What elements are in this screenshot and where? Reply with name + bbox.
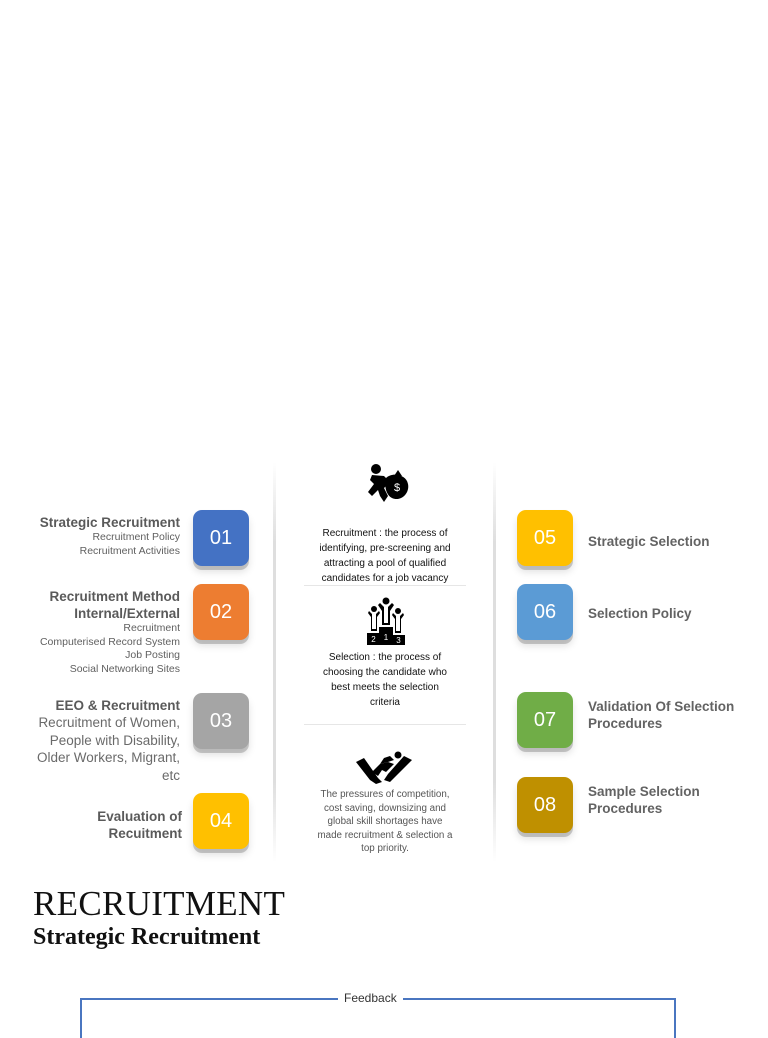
label-04 bbox=[97, 808, 182, 842]
label-02-heading: Recruitment Method bbox=[49, 589, 180, 604]
handshake-icon bbox=[354, 750, 414, 786]
tile-number: 02 bbox=[209, 600, 233, 623]
recruitment-definition bbox=[300, 526, 470, 586]
label-02-line: Recruitment bbox=[123, 622, 180, 634]
tile-number: 04 bbox=[209, 809, 233, 832]
label-03 bbox=[37, 697, 180, 784]
tile-number: 01 bbox=[209, 526, 233, 549]
label-04-heading: Evaluation of bbox=[97, 809, 182, 824]
label-06-text: Selection Policy bbox=[588, 606, 692, 621]
label-04-heading: Recuitment bbox=[108, 826, 182, 841]
tile-number: 03 bbox=[209, 709, 233, 732]
tile-number: 05 bbox=[533, 526, 557, 549]
selection-definition bbox=[300, 650, 470, 710]
label-07-text: Validation Of Selection bbox=[588, 699, 735, 714]
label-05 bbox=[588, 533, 758, 550]
label-03-line: Older Workers, Migrant, bbox=[36, 750, 180, 765]
label-03-line: People with Disability, bbox=[49, 732, 180, 748]
definition-line: choosing the candidate who bbox=[323, 667, 447, 678]
label-03-line: Recruitment of Women, bbox=[38, 715, 180, 730]
note-line: top priority. bbox=[361, 843, 409, 854]
tile-01 bbox=[193, 510, 249, 566]
tile-number: 06 bbox=[533, 600, 557, 623]
label-02-line: Computerised Record System bbox=[39, 635, 180, 648]
definition-line: Selection : the process of bbox=[328, 652, 442, 663]
note-line: global skill shortages have bbox=[327, 816, 443, 827]
label-02-heading: Internal/External bbox=[74, 606, 180, 621]
center-divider-left bbox=[273, 462, 276, 862]
note-line: cost saving, downsizing and bbox=[324, 802, 446, 814]
note-line: made recruitment & selection a bbox=[317, 829, 453, 841]
definition-line: attracting a pool of qualified bbox=[323, 558, 447, 569]
tile-number: 07 bbox=[533, 708, 557, 731]
label-08 bbox=[588, 783, 758, 817]
label-06 bbox=[588, 605, 758, 622]
tile-04 bbox=[193, 793, 249, 849]
definition-line: Recruitment : the process of bbox=[322, 528, 448, 539]
podium-number: 1 bbox=[383, 633, 389, 642]
label-01 bbox=[40, 514, 180, 558]
label-01-line: Recruitment Policy bbox=[92, 531, 180, 543]
podium-number: 3 bbox=[396, 636, 401, 645]
center-divider-right bbox=[493, 462, 496, 862]
label-08-text: Procedures bbox=[588, 801, 663, 816]
page-subtitle: Strategic Recruitment bbox=[33, 924, 261, 950]
label-07-text: Procedures bbox=[588, 716, 663, 731]
label-05-text: Strategic Selection bbox=[588, 534, 710, 549]
note-line: The pressures of competition, bbox=[320, 789, 450, 800]
tile-number: 08 bbox=[533, 793, 557, 816]
label-03-line: etc bbox=[161, 767, 180, 783]
definition-line: identifying, pre-screening and bbox=[319, 543, 451, 554]
label-02-line: Job Posting bbox=[125, 649, 180, 661]
definition-line: best meets the selection bbox=[331, 682, 439, 693]
center-separator bbox=[304, 585, 466, 586]
label-01-heading: Strategic Recruitment bbox=[39, 515, 180, 530]
tile-06 bbox=[517, 584, 573, 640]
feedback-label: Feedback bbox=[338, 991, 403, 1005]
tile-03 bbox=[193, 693, 249, 749]
tile-02 bbox=[193, 584, 249, 640]
label-01-line: Recruitment Activities bbox=[79, 544, 180, 557]
definition-line: candidates for a job vacancy bbox=[321, 573, 449, 584]
definition-line: criteria bbox=[369, 697, 400, 708]
label-08-text: Sample Selection bbox=[588, 784, 700, 799]
label-02 bbox=[40, 588, 180, 676]
money-bag-runner-icon bbox=[364, 462, 412, 512]
label-03-heading: EEO & Recruitment bbox=[55, 698, 180, 713]
label-07 bbox=[588, 698, 758, 732]
svg-text:$: $ bbox=[393, 482, 401, 494]
label-02-line: Social Networking Sites bbox=[69, 662, 180, 675]
tile-08 bbox=[517, 777, 573, 833]
tile-05 bbox=[517, 510, 573, 566]
podium-winners-icon bbox=[366, 597, 406, 645]
center-separator bbox=[304, 724, 466, 725]
priority-note bbox=[300, 788, 470, 856]
tile-07 bbox=[517, 692, 573, 748]
page-title: RECRUITMENT bbox=[33, 884, 286, 923]
podium-number: 2 bbox=[371, 635, 376, 644]
